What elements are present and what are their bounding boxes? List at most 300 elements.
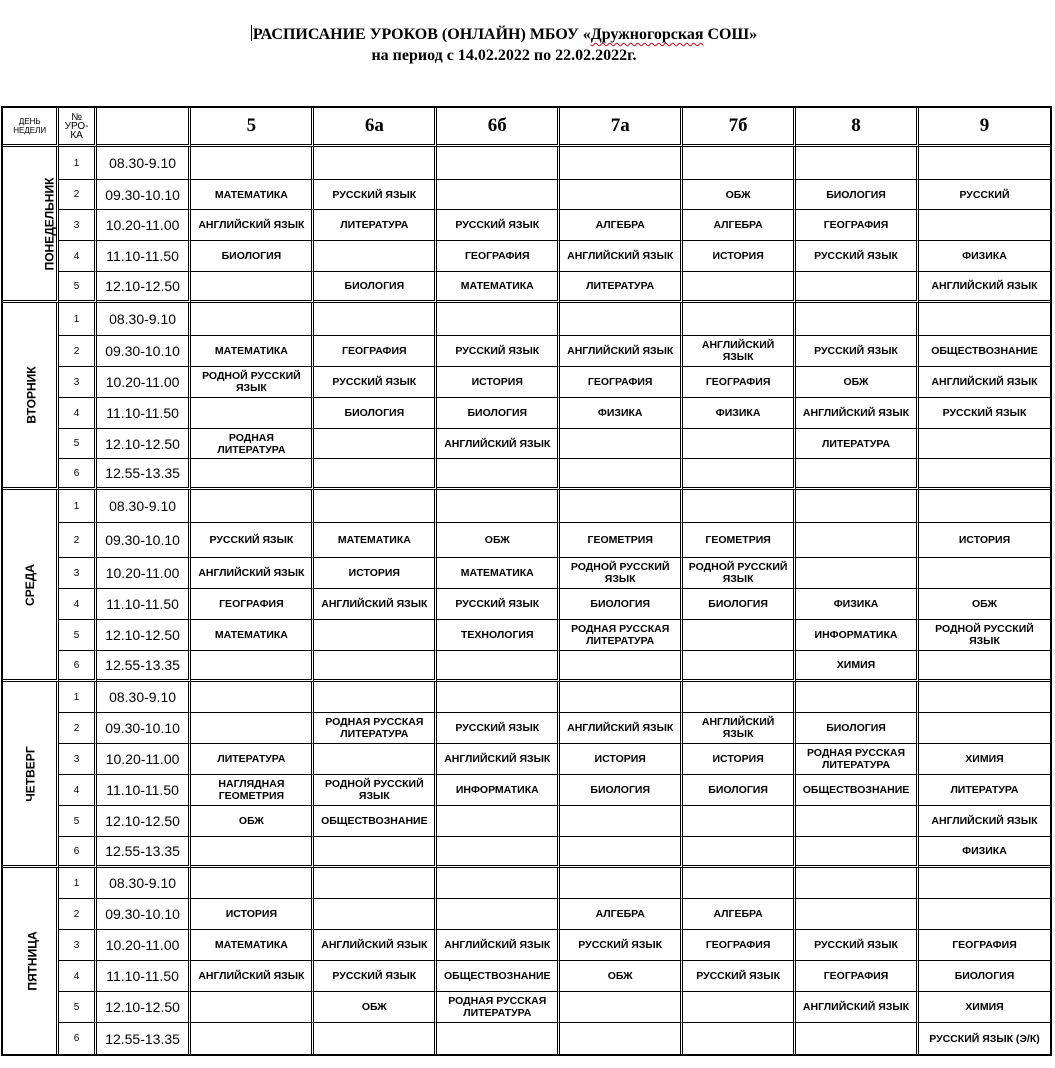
subject-cell-class-7b (683, 620, 796, 651)
subject-cell-class-7a: АНГЛИЙСКИЙ ЯЗЫК (560, 241, 683, 272)
subject-cell-class-6b: РУССКИЙ ЯЗЫК (437, 589, 560, 620)
subject-cell-class-7b: АНГЛИЙСКИЙ ЯЗЫК (683, 336, 796, 367)
lesson-row (3, 651, 1050, 682)
lesson-row (3, 459, 1050, 490)
text-cursor (251, 25, 252, 41)
lesson-number: 5 (59, 429, 96, 459)
subject-cell-class-6b (437, 1023, 560, 1054)
title-line-2: на период с 14.02.2022 по 22.02.2022г. (371, 47, 637, 64)
subject-cell-class-9: ЛИТЕРАТУРА (919, 775, 1050, 806)
title-prefix: РАСПИСАНИЕ УРОКОВ (ОНЛАЙН) МБОУ « (252, 26, 591, 43)
document-title (0, 24, 1008, 66)
subject-cell-class-9 (919, 713, 1050, 744)
subject-cell-class-6b: АНГЛИЙСКИЙ ЯЗЫК (437, 744, 560, 775)
subject-cell-class-8 (796, 459, 919, 490)
subject-cell-class-5 (191, 837, 314, 868)
subject-cell-class-9: РОДНОЙ РУССКИЙ ЯЗЫК (919, 620, 1050, 651)
lesson-number: 6 (59, 837, 96, 868)
subject-cell-class-6a (314, 459, 437, 490)
lesson-time: 11.10-11.50 (97, 241, 192, 272)
subject-cell-class-8 (796, 899, 919, 930)
subject-cell-class-6b (437, 147, 560, 180)
subject-cell-class-8: ОБЩЕСТВОЗНАНИЕ (796, 775, 919, 806)
lesson-row (3, 744, 1050, 775)
subject-cell-class-5 (191, 682, 314, 713)
subject-cell-class-9 (919, 651, 1050, 682)
header-time (97, 108, 192, 147)
lesson-row (3, 429, 1050, 459)
subject-cell-class-6b: АНГЛИЙСКИЙ ЯЗЫК (437, 429, 560, 459)
lesson-number: 4 (59, 589, 96, 620)
subject-cell-class-7b (683, 459, 796, 490)
subject-cell-class-6a: РУССКИЙ ЯЗЫК (314, 180, 437, 210)
subject-cell-class-8 (796, 490, 919, 523)
lesson-time: 12.10-12.50 (97, 429, 192, 459)
subject-cell-class-6b: ИСТОРИЯ (437, 367, 560, 398)
lesson-row (3, 210, 1050, 241)
subject-cell-class-7b: РУССКИЙ ЯЗЫК (683, 961, 796, 992)
subject-cell-class-7a (560, 147, 683, 180)
subject-cell-class-7a: БИОЛОГИЯ (560, 589, 683, 620)
subject-cell-class-5: ЛИТЕРАТУРА (191, 744, 314, 775)
lesson-number: 4 (59, 961, 96, 992)
subject-cell-class-9 (919, 899, 1050, 930)
day-label: ПОНЕДЕЛЬНИК (42, 177, 57, 270)
subject-cell-class-7a (560, 682, 683, 713)
subject-cell-class-6b (437, 180, 560, 210)
subject-cell-class-6a: ЛИТЕРАТУРА (314, 210, 437, 241)
subject-cell-class-9 (919, 459, 1050, 490)
subject-cell-class-6a (314, 744, 437, 775)
schedule-table (1, 106, 1052, 1056)
subject-cell-class-5: МАТЕМАТИКА (191, 930, 314, 961)
subject-cell-class-7a: РОДНАЯ РУССКАЯ ЛИТЕРАТУРА (560, 620, 683, 651)
subject-cell-class-9 (919, 490, 1050, 523)
subject-cell-class-5 (191, 303, 314, 336)
subject-cell-class-6a (314, 241, 437, 272)
lesson-time: 08.30-9.10 (97, 868, 192, 899)
lesson-time: 11.10-11.50 (97, 398, 192, 429)
subject-cell-class-6b: ГЕОГРАФИЯ (437, 241, 560, 272)
lesson-number: 2 (59, 713, 96, 744)
subject-cell-class-6a (314, 868, 437, 899)
lesson-row (3, 806, 1050, 837)
subject-cell-class-8: ФИЗИКА (796, 589, 919, 620)
subject-cell-class-7a (560, 806, 683, 837)
subject-cell-class-9: РУССКИЙ (919, 180, 1050, 210)
subject-cell-class-9: АНГЛИЙСКИЙ ЯЗЫК (919, 272, 1050, 303)
subject-cell-class-6b: ОБЩЕСТВОЗНАНИЕ (437, 961, 560, 992)
lesson-number: 5 (59, 272, 96, 303)
lesson-number: 1 (59, 303, 96, 336)
lesson-row (3, 367, 1050, 398)
lesson-row (3, 589, 1050, 620)
subject-cell-class-7b (683, 1023, 796, 1054)
subject-cell-class-7a: ЛИТЕРАТУРА (560, 272, 683, 303)
subject-cell-class-6b (437, 303, 560, 336)
subject-cell-class-5 (191, 1023, 314, 1054)
lesson-number: 4 (59, 241, 96, 272)
subject-cell-class-8: РУССКИЙ ЯЗЫК (796, 336, 919, 367)
subject-cell-class-8: ЛИТЕРАТУРА (796, 429, 919, 459)
header-class-8: 8 (796, 108, 919, 147)
subject-cell-class-6a: РОДНАЯ РУССКАЯ ЛИТЕРАТУРА (314, 713, 437, 744)
lesson-time: 12.10-12.50 (97, 620, 192, 651)
subject-cell-class-7b (683, 303, 796, 336)
header-day: ДЕНЬ НЕДЕЛИ (3, 108, 59, 147)
subject-cell-class-7b: БИОЛОГИЯ (683, 775, 796, 806)
title-suffix: СОШ» (703, 26, 758, 43)
subject-cell-class-8: ОБЖ (796, 367, 919, 398)
subject-cell-class-8 (796, 303, 919, 336)
subject-cell-class-7a (560, 837, 683, 868)
subject-cell-class-8 (796, 523, 919, 558)
subject-cell-class-7a: ГЕОГРАФИЯ (560, 367, 683, 398)
subject-cell-class-6b (437, 868, 560, 899)
subject-cell-class-9: ОБЖ (919, 589, 1050, 620)
subject-cell-class-7b: ОБЖ (683, 180, 796, 210)
header-class-7a: 7а (560, 108, 683, 147)
day-label: ВТОРНИК (24, 366, 39, 424)
subject-cell-class-5 (191, 459, 314, 490)
subject-cell-class-7b (683, 272, 796, 303)
lesson-time: 12.55-13.35 (97, 459, 192, 490)
lesson-row (3, 398, 1050, 429)
subject-cell-class-7a: ФИЗИКА (560, 398, 683, 429)
subject-cell-class-9: ХИМИЯ (919, 744, 1050, 775)
lesson-row (3, 930, 1050, 961)
subject-cell-class-7b (683, 651, 796, 682)
subject-cell-class-7a (560, 1023, 683, 1054)
subject-cell-class-7b (683, 429, 796, 459)
subject-cell-class-7b (683, 147, 796, 180)
lesson-time: 10.20-11.00 (97, 367, 192, 398)
subject-cell-class-9: ФИЗИКА (919, 241, 1050, 272)
header-class-9: 9 (919, 108, 1050, 147)
lesson-row (3, 336, 1050, 367)
lesson-time: 08.30-9.10 (97, 147, 192, 180)
subject-cell-class-9 (919, 429, 1050, 459)
subject-cell-class-5: ИСТОРИЯ (191, 899, 314, 930)
subject-cell-class-6a (314, 429, 437, 459)
subject-cell-class-5 (191, 651, 314, 682)
subject-cell-class-7a (560, 490, 683, 523)
subject-cell-class-6b (437, 837, 560, 868)
title-school-name: Дружногорская (590, 26, 704, 43)
subject-cell-class-7a: АНГЛИЙСКИЙ ЯЗЫК (560, 336, 683, 367)
subject-cell-class-7a: РОДНОЙ РУССКИЙ ЯЗЫК (560, 558, 683, 589)
subject-cell-class-7b (683, 682, 796, 713)
lesson-row (3, 837, 1050, 868)
subject-cell-class-6b (437, 682, 560, 713)
lesson-time: 11.10-11.50 (97, 775, 192, 806)
lesson-number: 3 (59, 367, 96, 398)
day-label: ЧЕТВЕРГ (23, 745, 38, 802)
day-cell (3, 147, 59, 303)
subject-cell-class-6a: РУССКИЙ ЯЗЫК (314, 367, 437, 398)
lesson-number: 5 (59, 620, 96, 651)
lesson-row (3, 868, 1050, 899)
header-class-6a: 6а (314, 108, 437, 147)
subject-cell-class-8: БИОЛОГИЯ (796, 713, 919, 744)
subject-cell-class-8 (796, 558, 919, 589)
lesson-number: 3 (59, 744, 96, 775)
subject-cell-class-9: РУССКИЙ ЯЗЫК (Э/К) (929, 1032, 1040, 1045)
lesson-time: 12.10-12.50 (97, 992, 192, 1023)
subject-cell-class-7b: ГЕОГРАФИЯ (683, 930, 796, 961)
lesson-row (3, 620, 1050, 651)
day-cell (3, 490, 59, 682)
lesson-row (3, 992, 1050, 1023)
subject-cell-class-7a (560, 992, 683, 1023)
subject-cell-class-7b (683, 490, 796, 523)
lesson-number: 6 (59, 651, 96, 682)
subject-cell-class-8: ГЕОГРАФИЯ (796, 210, 919, 241)
lesson-number: 6 (59, 1023, 96, 1054)
subject-cell-class-6b (437, 899, 560, 930)
subject-cell-class-7b: ИСТОРИЯ (683, 241, 796, 272)
subject-cell-class-6a: ГЕОГРАФИЯ (314, 336, 437, 367)
subject-cell-class-5: ГЕОГРАФИЯ (191, 589, 314, 620)
subject-cell-class-5 (191, 490, 314, 523)
subject-cell-class-6a (314, 837, 437, 868)
subject-cell-class-9: РУССКИЙ ЯЗЫК (919, 398, 1050, 429)
subject-cell-class-7b: ФИЗИКА (683, 398, 796, 429)
lesson-time: 08.30-9.10 (97, 490, 192, 523)
subject-cell-class-9 (919, 303, 1050, 336)
subject-cell-class-7a (560, 459, 683, 490)
subject-cell-class-7a (560, 180, 683, 210)
day-cell (3, 682, 59, 868)
subject-cell-class-6b (437, 806, 560, 837)
lesson-number: 1 (59, 682, 96, 713)
subject-cell-class-5: МАТЕМАТИКА (191, 336, 314, 367)
lesson-row (3, 272, 1050, 303)
lesson-row (3, 713, 1050, 744)
subject-cell-class-6b: РУССКИЙ ЯЗЫК (437, 713, 560, 744)
subject-cell-class-9: АНГЛИЙСКИЙ ЯЗЫК (919, 367, 1050, 398)
subject-cell-class-7a (560, 868, 683, 899)
subject-cell-class-6b: РУССКИЙ ЯЗЫК (437, 210, 560, 241)
subject-cell-class-9: ФИЗИКА (919, 837, 1050, 868)
lesson-time: 12.10-12.50 (97, 272, 192, 303)
lesson-row (3, 303, 1050, 336)
lesson-row (3, 899, 1050, 930)
subject-cell-class-5 (191, 147, 314, 180)
subject-cell-class-7a: РУССКИЙ ЯЗЫК (560, 930, 683, 961)
subject-cell-class-5: ОБЖ (191, 806, 314, 837)
subject-cell-class-8 (796, 1023, 919, 1054)
subject-cell-class-6a: РОДНОЙ РУССКИЙ ЯЗЫК (314, 775, 437, 806)
subject-cell-class-7a: ИСТОРИЯ (560, 744, 683, 775)
subject-cell-class-6a: ИСТОРИЯ (314, 558, 437, 589)
subject-cell-class-5: АНГЛИЙСКИЙ ЯЗЫК (191, 558, 314, 589)
subject-cell-class-6b: БИОЛОГИЯ (437, 398, 560, 429)
lesson-row (3, 241, 1050, 272)
title-line-1 (0, 24, 1008, 45)
subject-cell-class-8: ГЕОГРАФИЯ (796, 961, 919, 992)
subject-cell-class-6a (314, 899, 437, 930)
subject-cell-class-6b: ОБЖ (437, 523, 560, 558)
lesson-number: 3 (59, 558, 96, 589)
lesson-time: 12.55-13.35 (97, 651, 192, 682)
subject-cell-class-8: АНГЛИЙСКИЙ ЯЗЫК (796, 398, 919, 429)
subject-cell-class-7b (683, 806, 796, 837)
subject-cell-class-7a: АНГЛИЙСКИЙ ЯЗЫК (560, 713, 683, 744)
subject-cell-class-6a (314, 303, 437, 336)
lesson-number: 1 (59, 147, 96, 180)
subject-cell-class-5: БИОЛОГИЯ (191, 241, 314, 272)
day-label: ПЯТНИЦА (25, 931, 40, 991)
subject-cell-class-5: АНГЛИЙСКИЙ ЯЗЫК (191, 961, 314, 992)
subject-cell-class-8 (796, 868, 919, 899)
lesson-time: 10.20-11.00 (97, 210, 192, 241)
lesson-time: 10.20-11.00 (97, 558, 192, 589)
lesson-time: 11.10-11.50 (97, 589, 192, 620)
subject-cell-class-8: АНГЛИЙСКИЙ ЯЗЫК (796, 992, 919, 1023)
subject-cell-class-7a (560, 429, 683, 459)
subject-cell-class-8 (796, 837, 919, 868)
subject-cell-class-9 (919, 210, 1050, 241)
subject-cell-class-8: ХИМИЯ (796, 651, 919, 682)
lesson-time: 09.30-10.10 (97, 180, 192, 210)
subject-cell-class-8: БИОЛОГИЯ (796, 180, 919, 210)
subject-cell-class-8: РОДНАЯ РУССКАЯ ЛИТЕРАТУРА (796, 744, 919, 775)
subject-cell-class-5: РОДНОЙ РУССКИЙ ЯЗЫК (191, 367, 314, 398)
subject-cell-class-6a (314, 620, 437, 651)
lesson-time: 09.30-10.10 (97, 899, 192, 930)
subject-cell-class-8: РУССКИЙ ЯЗЫК (796, 241, 919, 272)
subject-cell-class-6a: БИОЛОГИЯ (314, 272, 437, 303)
subject-cell-class-6b: МАТЕМАТИКА (437, 558, 560, 589)
subject-cell-class-7b: БИОЛОГИЯ (683, 589, 796, 620)
lesson-number: 3 (59, 930, 96, 961)
lesson-row (3, 1023, 1050, 1054)
subject-cell-class-6a (314, 490, 437, 523)
header-class-7b: 7б (683, 108, 796, 147)
subject-cell-class-8 (796, 806, 919, 837)
day-cell (3, 303, 59, 490)
day-cell (3, 868, 59, 1054)
subject-cell-class-9: АНГЛИЙСКИЙ ЯЗЫК (919, 806, 1050, 837)
subject-cell-class-6b: ТЕХНОЛОГИЯ (437, 620, 560, 651)
subject-cell-class-7b (683, 868, 796, 899)
header-lesson-number: № УРО-КА (59, 108, 96, 147)
subject-cell-class-6a (314, 1023, 437, 1054)
subject-cell-class-6a: ОБЖ (314, 992, 437, 1023)
lesson-time: 12.10-12.50 (97, 806, 192, 837)
subject-cell-class-9: ИСТОРИЯ (919, 523, 1050, 558)
subject-cell-class-9: ГЕОГРАФИЯ (919, 930, 1050, 961)
subject-cell-class-6a: БИОЛОГИЯ (314, 398, 437, 429)
lesson-time: 09.30-10.10 (97, 336, 192, 367)
subject-cell-class-6a: АНГЛИЙСКИЙ ЯЗЫК (314, 930, 437, 961)
subject-cell-class-7b (683, 837, 796, 868)
lesson-time: 11.10-11.50 (97, 961, 192, 992)
subject-cell-class-9 (919, 682, 1050, 713)
subject-cell-class-8 (796, 272, 919, 303)
lesson-time: 12.55-13.35 (97, 837, 192, 868)
subject-cell-class-6b: ИНФОРМАТИКА (437, 775, 560, 806)
subject-cell-class-7a (560, 651, 683, 682)
header-class-5: 5 (191, 108, 314, 147)
lesson-row (3, 775, 1050, 806)
subject-cell-class-7a: БИОЛОГИЯ (560, 775, 683, 806)
subject-cell-class-7b: ГЕОГРАФИЯ (683, 367, 796, 398)
subject-cell-class-7b: АНГЛИЙСКИЙ ЯЗЫК (683, 713, 796, 744)
lesson-time: 09.30-10.10 (97, 523, 192, 558)
subject-cell-class-7b (683, 992, 796, 1023)
lesson-row (3, 558, 1050, 589)
lesson-number: 3 (59, 210, 96, 241)
lesson-time: 08.30-9.10 (97, 682, 192, 713)
subject-cell-class-5: МАТЕМАТИКА (191, 180, 314, 210)
lesson-number: 4 (59, 398, 96, 429)
lesson-time: 08.30-9.10 (97, 303, 192, 336)
subject-cell-class-6b: АНГЛИЙСКИЙ ЯЗЫК (437, 930, 560, 961)
subject-cell-class-6a: АНГЛИЙСКИЙ ЯЗЫК (314, 589, 437, 620)
subject-cell-class-8 (796, 682, 919, 713)
subject-cell-class-5: МАТЕМАТИКА (191, 620, 314, 651)
subject-cell-class-9: БИОЛОГИЯ (919, 961, 1050, 992)
subject-cell-class-5 (191, 398, 314, 429)
subject-cell-class-6b (437, 459, 560, 490)
subject-cell-class-6b (437, 651, 560, 682)
lesson-time: 09.30-10.10 (97, 713, 192, 744)
lesson-number: 2 (59, 523, 96, 558)
lesson-number: 6 (59, 459, 96, 490)
subject-cell-class-6a: РУССКИЙ ЯЗЫК (314, 961, 437, 992)
lesson-row (3, 147, 1050, 180)
subject-cell-class-6b (437, 490, 560, 523)
subject-cell-class-7a: АЛГЕБРА (560, 210, 683, 241)
subject-cell-class-5 (191, 272, 314, 303)
subject-cell-class-6a (314, 682, 437, 713)
lesson-number: 2 (59, 180, 96, 210)
subject-cell-class-6a (314, 651, 437, 682)
subject-cell-class-7a: ГЕОМЕТРИЯ (560, 523, 683, 558)
subject-cell-class-9: ОБЩЕСТВОЗНАНИЕ (919, 336, 1050, 367)
lesson-row (3, 682, 1050, 713)
subject-cell-class-6a (314, 147, 437, 180)
subject-cell-class-9 (919, 868, 1050, 899)
subject-cell-class-9 (919, 558, 1050, 589)
lesson-time: 10.20-11.00 (97, 930, 192, 961)
lesson-number: 2 (59, 336, 96, 367)
subject-cell-class-9: ХИМИЯ (919, 992, 1050, 1023)
subject-cell-class-7a (560, 303, 683, 336)
subject-cell-class-6b: РУССКИЙ ЯЗЫК (437, 336, 560, 367)
subject-cell-class-7b: АЛГЕБРА (683, 899, 796, 930)
subject-cell-class-7a: ОБЖ (560, 961, 683, 992)
subject-cell-class-7b: ГЕОМЕТРИЯ (683, 523, 796, 558)
subject-cell-class-8: РУССКИЙ ЯЗЫК (796, 930, 919, 961)
subject-cell-class-5: РУССКИЙ ЯЗЫК (191, 523, 314, 558)
header-class-6b: 6б (437, 108, 560, 147)
lesson-number: 2 (59, 899, 96, 930)
lesson-number: 5 (59, 806, 96, 837)
lesson-row (3, 490, 1050, 523)
subject-cell-class-7a: АЛГЕБРА (560, 899, 683, 930)
subject-cell-class-6a: ОБЩЕСТВОЗНАНИЕ (314, 806, 437, 837)
subject-cell-class-7b: РОДНОЙ РУССКИЙ ЯЗЫК (683, 558, 796, 589)
subject-cell-class-8 (796, 147, 919, 180)
subject-cell-class-5 (191, 868, 314, 899)
day-label: СРЕДА (22, 563, 37, 606)
subject-cell-class-5: АНГЛИЙСКИЙ ЯЗЫК (191, 210, 314, 241)
lesson-number: 4 (59, 775, 96, 806)
subject-cell-class-9 (919, 147, 1050, 180)
